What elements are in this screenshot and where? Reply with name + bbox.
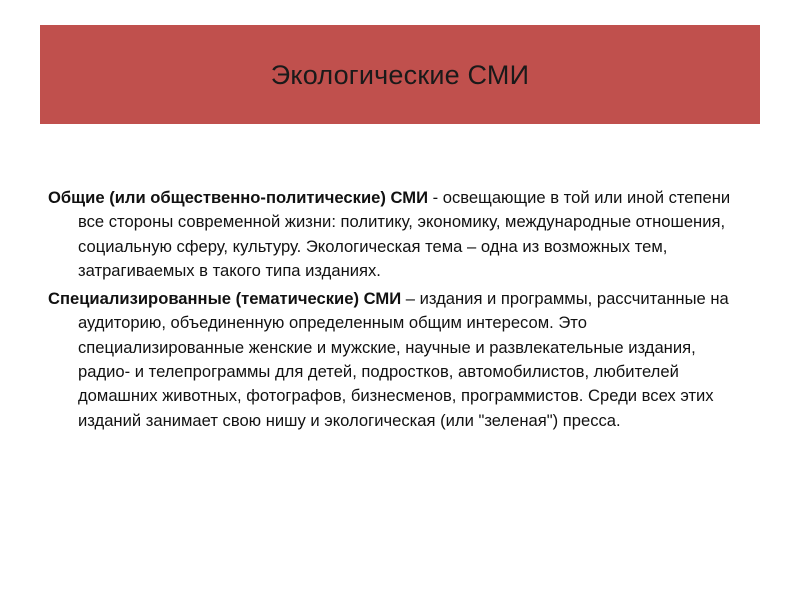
paragraph-general-media bbox=[48, 186, 748, 283]
definition-general-media: - освещающие в той или иной степени все стороны современной жизни: политику, экономику, международные отношения, социальную сферу, культуру. Экологическая тема – одна из возможных тем, затрагиваемых в такого типа изданиях. bbox=[78, 188, 731, 280]
term-specialized-media: Специализированные (тематические) СМИ bbox=[48, 289, 402, 309]
paragraph-specialized-media bbox=[48, 287, 748, 433]
definition-specialized-media: – издания и программы, рассчитанные на аудиторию, объединенную определенным общим интересом. Это специализированные женские и мужские, научные и развлекательные издания, радио- и телепрограммы для детей, подростков, автомобилистов, любителей домашних животных, фотографов, бизнесменов, программистов. Среди всех этих изданий занимает свою нишу и экологическая (или "зеленая") пресса. bbox=[78, 289, 729, 430]
slide-title: Экологические СМИ bbox=[270, 60, 530, 90]
term-general-media: Общие (или общественно-политические) СМИ bbox=[48, 188, 429, 207]
title-banner bbox=[40, 25, 760, 124]
slide-content bbox=[48, 186, 748, 437]
